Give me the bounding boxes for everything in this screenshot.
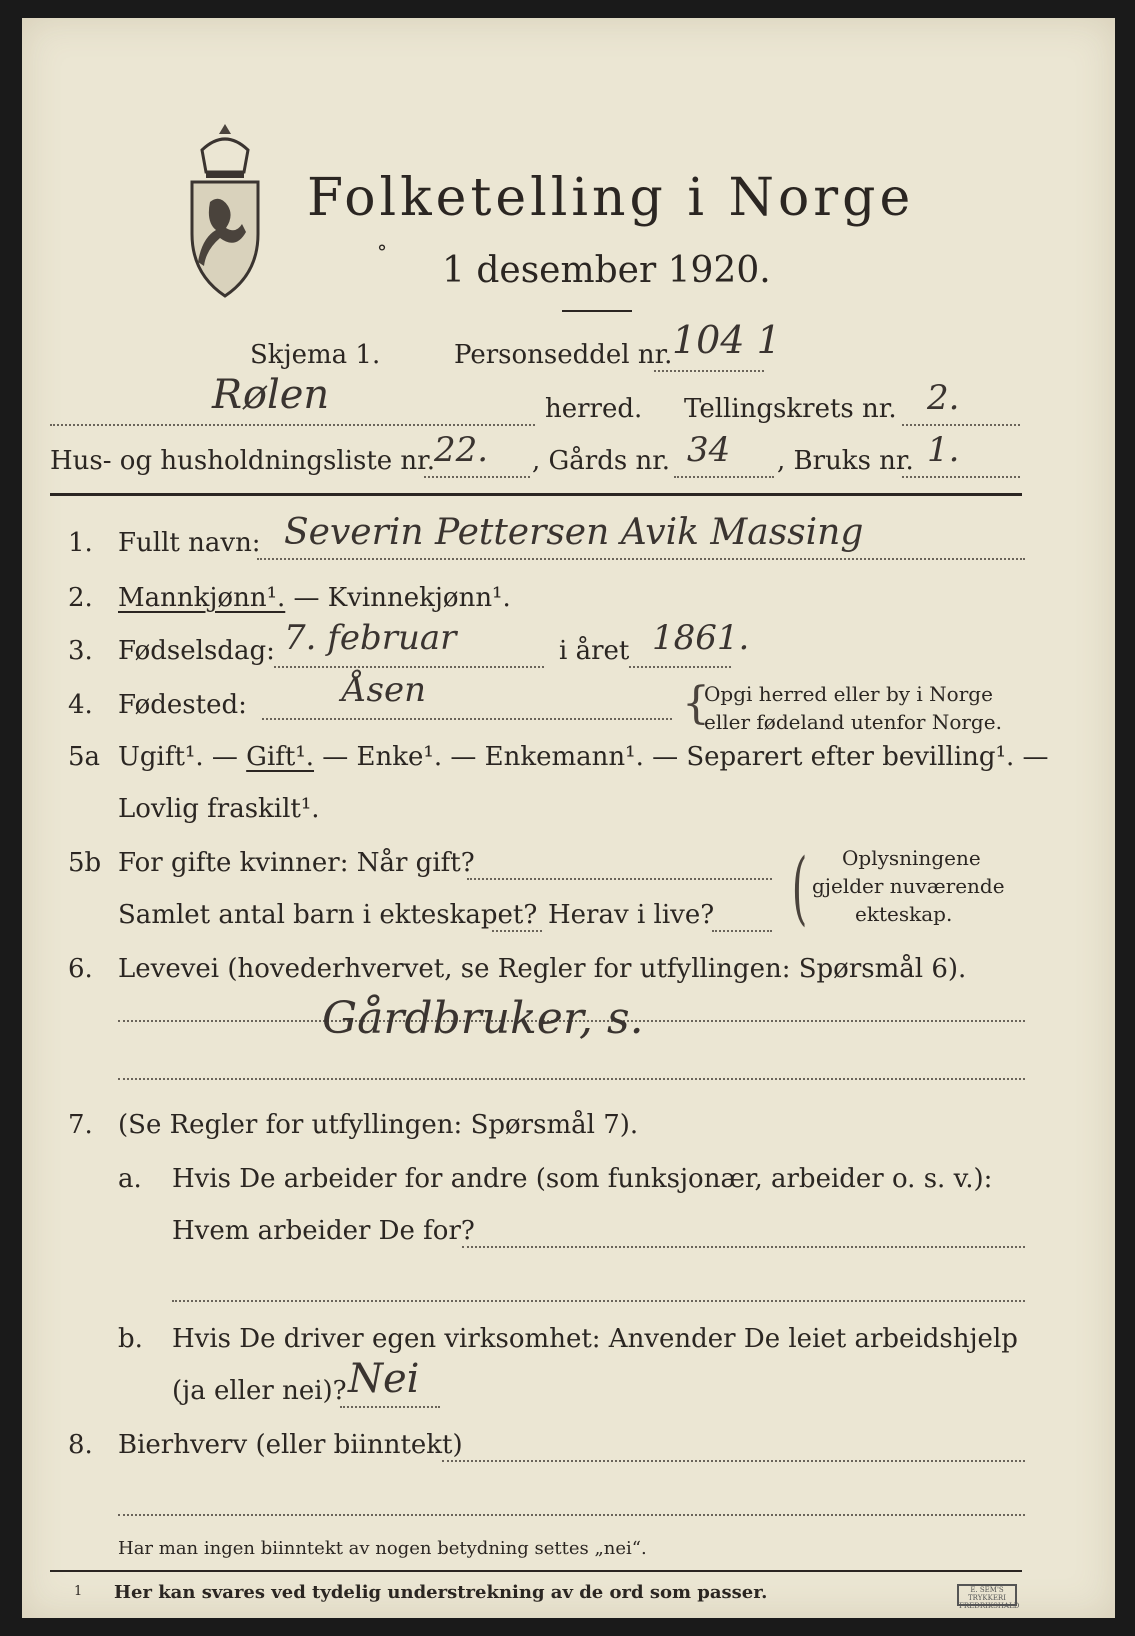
q3-number: 3. <box>68 636 93 666</box>
employer-field-line1[interactable] <box>462 1246 1025 1248</box>
hired-help-value: Nei <box>348 1356 420 1402</box>
herred-label: herred. <box>545 394 643 424</box>
q6-label: Levevei (hovederhvervet, se Regler for utfyllingen: Spørsmål 6). <box>118 954 967 984</box>
title-divider <box>562 310 632 312</box>
q1-number: 1. <box>68 528 93 558</box>
q8-number: 8. <box>68 1430 93 1460</box>
husholdningsliste-label: Hus- og husholdningsliste nr. <box>50 446 436 476</box>
bruks-label: , Bruks nr. <box>777 446 914 476</box>
birthplace-note-brace: { <box>682 678 710 729</box>
year-label: i året <box>559 636 630 666</box>
q6-number: 6. <box>68 954 93 984</box>
herred-field[interactable] <box>50 424 535 426</box>
tellingskrets-label: Tellingskrets nr. <box>684 394 897 424</box>
footer-rule <box>50 1570 1022 1572</box>
q5b-children-label: Samlet antal barn i ekteskapet? <box>118 900 538 930</box>
q7-number: 7. <box>68 1110 93 1140</box>
q7a-line2: Hvem arbeider De for? <box>172 1216 475 1246</box>
occupation-value: Gårdbruker, s. <box>322 993 644 1044</box>
q1-label: Fullt navn: <box>118 528 261 558</box>
q3-label: Fødselsdag: <box>118 636 275 666</box>
birth-year-field[interactable] <box>629 666 731 668</box>
marriage-note-line1: Oplysningene <box>842 846 981 870</box>
gender-male-option[interactable]: Mannkjønn¹. <box>118 583 286 613</box>
q5b-alive-label: Herav i live? <box>548 900 715 930</box>
q7b-line2: (ja eller nei)? <box>172 1376 347 1406</box>
hired-help-field[interactable] <box>340 1406 440 1408</box>
q7b-number: b. <box>118 1324 143 1354</box>
q5b-when-married-label: For gifte kvinner: Når gift? <box>118 848 475 878</box>
header-rule <box>50 493 1022 496</box>
q7-label: (Se Regler for utfyllingen: Spørsmål 7). <box>118 1110 639 1140</box>
census-date: 1 desember 1920. <box>442 250 771 291</box>
side-income-note: Har man ingen biinntekt av nogen betydning settes „nei“. <box>118 1538 647 1559</box>
gender-options <box>118 583 511 613</box>
full-name-field[interactable] <box>257 558 1025 560</box>
marital-status-options: Ugift¹. — Gift¹. — Enke¹. — Enkemann¹. — Separert efter bevilling¹. — <box>118 742 1049 772</box>
birthplace-note-line2: eller fødeland utenfor Norge. <box>704 710 1002 734</box>
census-form-sheet <box>22 18 1115 1618</box>
gards-value: 34 <box>687 430 731 470</box>
q5a-number: 5a <box>68 742 101 772</box>
footnote-number: 1 <box>74 1584 83 1599</box>
personseddel-label: Personseddel nr. <box>454 340 673 370</box>
personseddel-field[interactable] <box>654 370 764 372</box>
children-total-field[interactable] <box>492 930 542 932</box>
birthday-field[interactable] <box>274 666 544 668</box>
full-name-value: Severin Pettersen Avik Massing <box>284 512 864 553</box>
q7b-line1: Hvis De driver egen virksomhet: Anvender De leiet arbeidshjelp <box>172 1324 1018 1354</box>
q4-number: 4. <box>68 690 93 720</box>
gender-separator: — <box>285 583 328 613</box>
q4-label: Fødested: <box>118 690 247 720</box>
birthplace-field[interactable] <box>262 718 672 720</box>
husholdningsliste-value: 22. <box>434 430 489 470</box>
personseddel-value: 104 1 <box>672 318 781 362</box>
birth-year-value: 1861. <box>652 618 750 658</box>
q7a-number: a. <box>118 1164 142 1194</box>
side-income-field-line1[interactable] <box>442 1460 1025 1462</box>
tellingskrets-value: 2. <box>927 378 960 418</box>
marital-fraskilt-option[interactable]: Lovlig fraskilt¹. <box>118 794 320 824</box>
printer-stamp: E. SEM'S TRYKKERI FREDRIKSHALD <box>959 1586 1020 1610</box>
q5b-number: 5b <box>68 848 102 878</box>
husholdningsliste-field[interactable] <box>424 476 530 478</box>
bruks-value: 1. <box>927 430 960 470</box>
q7a-line1: Hvis De arbeider for andre (som funksjonær, arbeider o. s. v.): <box>172 1164 993 1194</box>
herred-value: Rølen <box>212 372 330 418</box>
marital-ugift-option[interactable]: Ugift¹. <box>118 742 204 772</box>
birthday-value: 7. februar <box>284 618 457 658</box>
occupation-field-line2[interactable] <box>118 1078 1025 1080</box>
marriage-note-line2: gjelder nuværende <box>812 874 1005 898</box>
tellingskrets-field[interactable] <box>902 424 1020 426</box>
gender-female-option[interactable]: Kvinnekjønn¹. <box>327 583 511 613</box>
marriage-note-line3: ekteskap. <box>855 902 953 926</box>
employer-field-line2[interactable] <box>172 1300 1025 1302</box>
side-income-field-line2[interactable] <box>118 1514 1025 1516</box>
gards-label: , Gårds nr. <box>532 446 671 476</box>
footnote-text: Her kan svares ved tydelig understrekning av de ord som passer. <box>114 1582 768 1603</box>
when-married-field[interactable] <box>467 878 772 880</box>
gards-field[interactable] <box>674 476 774 478</box>
children-alive-field[interactable] <box>712 930 772 932</box>
degree-mark: ° <box>377 240 387 264</box>
schema-label: Skjema 1. <box>250 340 381 370</box>
q8-label: Bierhverv (eller biinntekt) <box>118 1430 463 1460</box>
q2-number: 2. <box>68 583 93 613</box>
form-title: Folketelling i Norge <box>307 168 915 228</box>
birthplace-note-line1: Opgi herred eller by i Norge <box>704 682 993 706</box>
birthplace-value: Åsen <box>342 670 427 710</box>
marital-other-options[interactable]: — Enke¹. — Enkemann¹. — Separert efter bevilling¹. — <box>314 742 1049 772</box>
coat-of-arms-icon <box>180 120 270 300</box>
marital-gift-option[interactable]: Gift¹. <box>246 742 315 772</box>
marriage-note-brace: ( <box>791 841 808 934</box>
bruks-field[interactable] <box>902 476 1020 478</box>
